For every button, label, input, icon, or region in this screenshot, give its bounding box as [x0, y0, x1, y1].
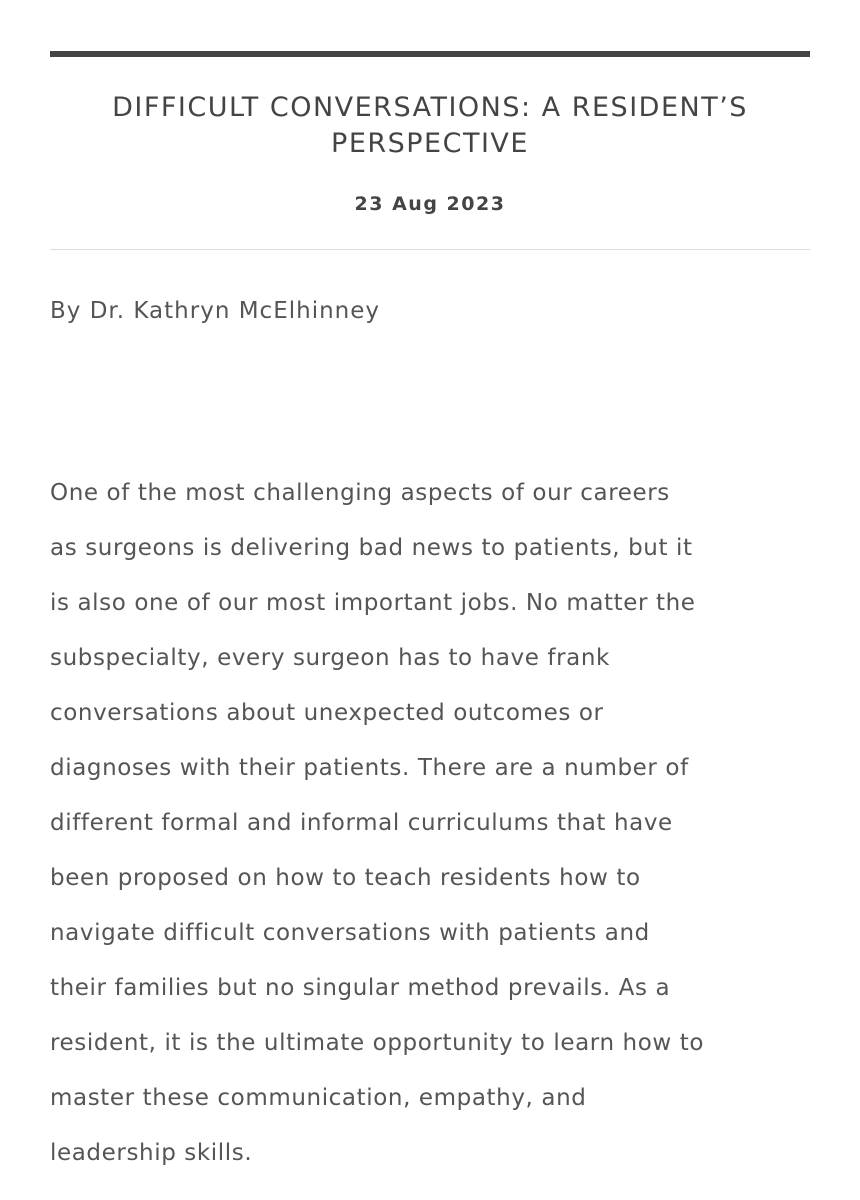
- paragraph-line: their families but no singular method prevails. As a: [50, 975, 671, 1001]
- paragraph-line: is also one of our most important jobs. No matter the: [50, 590, 696, 616]
- paragraph-line: subspecialty, every surgeon has to have frank: [50, 645, 610, 671]
- paragraph-line: leadership skills.: [50, 1140, 253, 1166]
- paragraph-line: different formal and informal curriculums that have: [50, 810, 673, 836]
- paragraph-line: conversations about unexpected outcomes or: [50, 700, 604, 726]
- paragraph-line: master these communication, empathy, and: [50, 1085, 587, 1111]
- paragraph-line: diagnoses with their patients. There are a number of: [50, 755, 689, 781]
- title-line: PERSPECTIVE: [331, 128, 529, 159]
- byline: By Dr. Kathryn McElhinney: [50, 298, 380, 324]
- paragraph-line: resident, it is the ultimate opportunity to learn how to: [50, 1030, 704, 1056]
- top-rule: [50, 51, 810, 57]
- divider: [50, 249, 810, 250]
- article-paragraph: [50, 466, 810, 1181]
- paragraph-line: One of the most challenging aspects of our careers: [50, 480, 670, 506]
- paragraph-line: navigate difficult conversations with patients and: [50, 920, 650, 946]
- title-line: DIFFICULT CONVERSATIONS: A RESIDENT’S: [112, 92, 748, 123]
- article-date: 23 Aug 2023: [354, 193, 506, 215]
- paragraph-line: as surgeons is delivering bad news to patients, but it: [50, 535, 693, 561]
- article-title: [50, 90, 810, 162]
- paragraph-line: been proposed on how to teach residents how to: [50, 865, 641, 891]
